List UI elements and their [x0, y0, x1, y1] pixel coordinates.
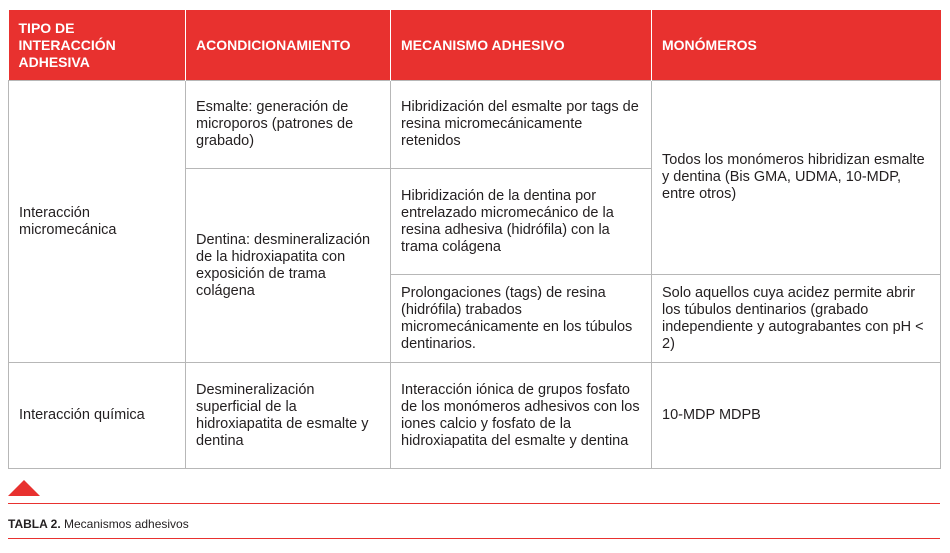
caption-label: TABLA 2.: [8, 517, 61, 531]
table-header-row: [9, 10, 941, 81]
triangle-marker-icon: [8, 480, 40, 496]
table-row: [9, 363, 941, 469]
cell-tipo-micromecanica: Interacción micromecánica: [9, 81, 186, 363]
cell-mon-acidez: Solo aquellos cuya acidez permite abrir los túbulos dentinarios (grabado independiente y autograbantes con pH < 2): [652, 275, 941, 363]
header-monomeros: MONÓMEROS: [652, 10, 941, 81]
cell-mec-quimica: Interacción iónica de grupos fosfato de los monómeros adhesivos con los iones calcio y fosfato de la hidroxiapatita del esmalte y dentina: [391, 363, 652, 469]
header-mecanismo: MECANISMO ADHESIVO: [391, 10, 652, 81]
adhesive-mechanisms-table: [8, 10, 941, 469]
caption-top-rule: [8, 503, 940, 504]
cell-mon-quimica: 10-MDP MDPB: [652, 363, 941, 469]
cell-acond-quimica: Desmineralización superficial de la hidroxiapatita de esmalte y dentina: [186, 363, 391, 469]
table-row: [9, 81, 941, 169]
header-tipo: TIPO DE INTERACCIÓN ADHESIVA: [9, 10, 186, 81]
cell-mec-dentina: Hibridización de la dentina por entrelazado micromecánico de la resina adhesiva (hidrófila) con la trama colágena: [391, 169, 652, 275]
cell-mon-todos: Todos los monómeros hibridizan esmalte y dentina (Bis GMA, UDMA, 10-MDP, entre otros): [652, 81, 941, 275]
header-acondicionamiento: ACONDICIONAMIENTO: [186, 10, 391, 81]
cell-acond-dentina: Dentina: desmineralización de la hidroxiapatita con exposición de trama colágena: [186, 169, 391, 363]
cell-tipo-quimica: Interacción química: [9, 363, 186, 469]
cell-mec-tubulos: Prolongaciones (tags) de resina (hidrófila) trabados micromecánicamente en los túbulos dentinarios.: [391, 275, 652, 363]
cell-acond-esmalte: Esmalte: generación de microporos (patrones de grabado): [186, 81, 391, 169]
cell-mec-esmalte: Hibridización del esmalte por tags de resina micromecánicamente retenidos: [391, 81, 652, 169]
table-caption: [8, 517, 189, 531]
caption-text: Mecanismos adhesivos: [60, 517, 189, 531]
caption-bottom-rule: [8, 538, 940, 539]
